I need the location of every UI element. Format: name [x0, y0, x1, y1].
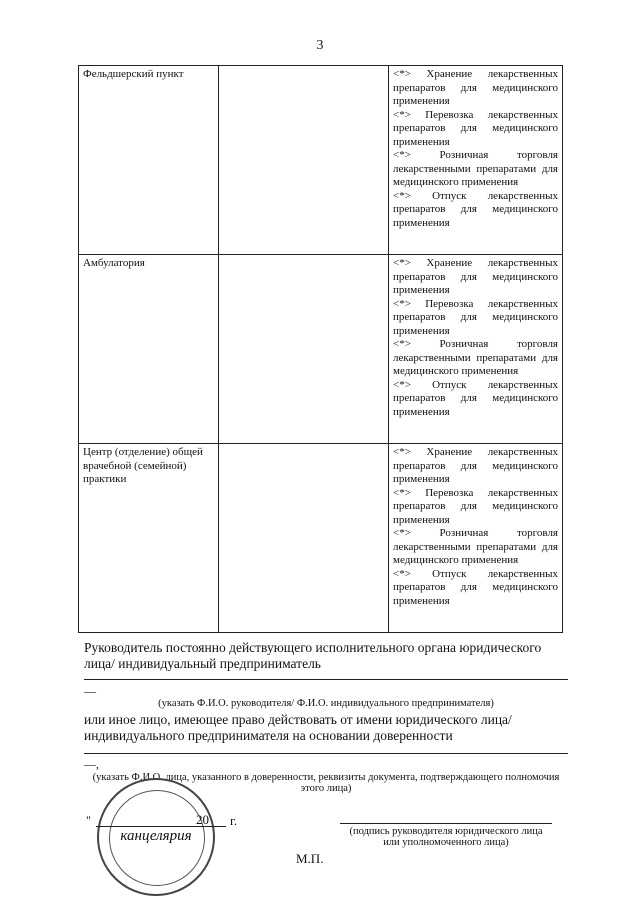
operations-cell: [389, 444, 563, 633]
dash-mark: —,: [84, 757, 99, 771]
operation-item: <*> Перевозка лекарственных препаратов для медицинского применения: [393, 297, 558, 337]
operation-item: <*> Отпуск лекарственных препаратов для медицинского применения: [393, 189, 558, 229]
address-cell: [219, 255, 389, 444]
operations-table: [78, 65, 563, 633]
page-number: 3: [316, 38, 324, 53]
address-cell: [219, 66, 389, 255]
operations-cell: [389, 66, 563, 255]
authorized-person-text: или иное лицо, имеющее право действовать от имени юридического лица/ индивидуального предпринимателя на основании доверенности: [84, 712, 512, 743]
table-row: [79, 66, 563, 255]
operation-item: <*> Отпуск лекарственных препаратов для медицинского применения: [393, 378, 558, 418]
date-quote: ": [86, 813, 91, 827]
head-of-organization-text: Руководитель постоянно действующего исполнительного органа юридического лица/ индивидуальный предприниматель: [84, 640, 542, 671]
date-year-line: [212, 826, 226, 827]
date-year-prefix: 20: [196, 812, 209, 827]
operation-item: <*> Хранение лекарственных препаратов для медицинского применения: [393, 446, 558, 485]
dash-mark: —: [84, 684, 96, 698]
authorized-name-line: [84, 753, 568, 754]
date-year-suffix: г.: [230, 813, 238, 828]
facility-name: Фельдшерский пункт: [79, 66, 219, 255]
name-caption: (указать Ф.И.О. руководителя/ Ф.И.О. индивидуального предпринимателя): [158, 698, 494, 709]
operation-item: <*> Перевозка лекарственных препаратов для медицинского применения: [393, 486, 558, 526]
operation-item: <*> Отпуск лекарственных препаратов для медицинского применения: [393, 567, 558, 607]
table-row: [79, 255, 563, 444]
facility-name: Центр (отделение) общей врачебной (семейной) практики: [79, 444, 219, 633]
seal-stamp-text: канцелярия: [120, 828, 192, 844]
signature-caption: (подпись руководителя юридического лица или уполномоченного лица): [349, 826, 543, 848]
operation-item: <*> Розничная торговля лекарственными препаратами для медицинского применения: [393, 149, 558, 188]
operation-item: <*> Хранение лекарственных препаратов для медицинского применения: [393, 68, 558, 107]
signature-line: [340, 823, 552, 824]
operation-item: <*> Перевозка лекарственных препаратов для медицинского применения: [393, 108, 558, 148]
operation-item: <*> Хранение лекарственных препаратов для медицинского применения: [393, 257, 558, 296]
name-line: [84, 679, 568, 680]
operation-item: <*> Розничная торговля лекарственными препаратами для медицинского применения: [393, 527, 558, 566]
operations-cell: [389, 255, 563, 444]
authorized-caption: (указать Ф.И.О. лица, указанного в доверенности, реквизиты документа, подтверждающего полномочия этого лица): [92, 772, 560, 794]
facility-name: Амбулатория: [79, 255, 219, 444]
seal-place-label: М.П.: [296, 851, 324, 866]
operation-item: <*> Розничная торговля лекарственными препаратами для медицинского применения: [393, 338, 558, 377]
table-row: [79, 444, 563, 633]
address-cell: [219, 444, 389, 633]
seal-stamp: [97, 778, 215, 896]
